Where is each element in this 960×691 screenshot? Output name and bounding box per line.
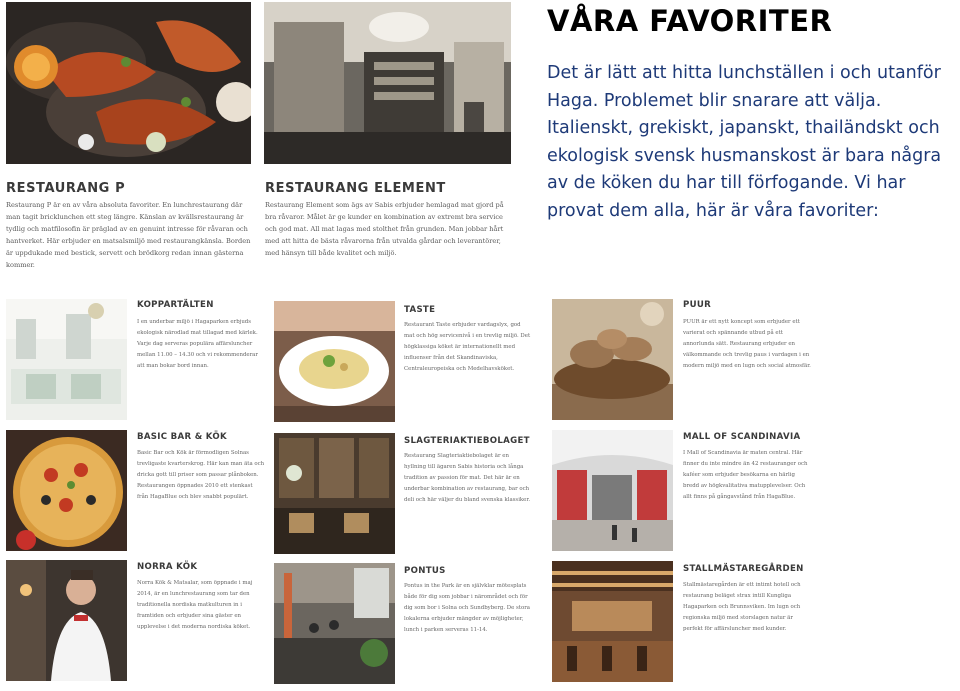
restaurant-description: Restaurang Slagteriaktiebolaget är en hyllning till ägaren Sabis historia och långa tradition av passion för mat. Det här är en underbar kombination av restaurang, bar och deli och här väljer du bland svenska klassiker. <box>404 453 531 503</box>
restaurant-title: KOPPARTÄLTEN <box>137 300 214 310</box>
page-title: VÅRA FAVORITER <box>547 4 833 38</box>
featured-title: RESTAURANG ELEMENT <box>265 181 446 196</box>
interior-photo-icon <box>552 561 673 682</box>
interior-photo-icon <box>6 560 127 681</box>
food-photo-icon <box>274 301 395 422</box>
norra-kok-photo <box>6 560 127 681</box>
slagteriaktiebolaget-photo <box>274 433 395 554</box>
restaurant-description: Norra Kök & Matsalar, som öppnade i maj 2014, är en lunchrestaurang som tar den traditionella nordiska matkulturen in i framtiden och erbjuder sina gäster en upplevelse i det moderna nordiska köket. <box>137 580 253 630</box>
intro-text: Det är lätt att hitta lunchställen i och utanför Haga. Problemet blir snarare att välja. Italienskt, grekiskt, japanskt, thailändskt och ekologisk svensk husmanskost är bara några av de köken du har till förfogande. Vi har provat dem alla, här är våra favoriter: <box>547 63 942 221</box>
taste-photo <box>274 301 395 422</box>
featured-description: Restaurang Element som ägs av Sabis erbjuder hemlagad mat gjord på bra råvaror. Målet är ge kunder en kombination av extremt bra service och god mat. All mat lagas med stolthet från grunden. Man jobbar hårt med att hitta de bästa råvarorna från utvalda gårdar och leverantörer, med hänsyn till både kvalitet och miljö. <box>265 201 504 257</box>
restaurant-title: PONTUS <box>404 566 446 576</box>
restaurant-description: I en underbar miljö i Hagaparken erbjuds ekologisk närodlad mat tillagad med kärlek. Varje dag serveras populära affärsluncher mellan 11.00 – 14.30 och vi rekommenderar att man bokar bord innan. <box>137 319 258 369</box>
pontus-photo <box>274 563 395 684</box>
mall-of-scandinavia-photo <box>552 430 673 551</box>
featured-title: RESTAURANG P <box>6 181 126 196</box>
restaurang-p-photo <box>6 2 251 164</box>
interior-photo-icon <box>6 299 127 420</box>
food-photo-icon <box>552 299 673 420</box>
restaurant-title: TASTE <box>404 305 436 315</box>
koppartalten-photo <box>6 299 127 420</box>
food-photo-icon <box>6 2 251 164</box>
interior-photo-icon <box>274 433 395 554</box>
restaurang-element-photo <box>264 2 511 164</box>
restaurant-description: Restaurant Taste erbjuder vardagslyx, god mat och hög servicenivå i en trevlig miljö. Det högklassiga köket är internationellt med influenser från det Skandinaviska, Centraleuropeiska och Medelhavsköket. <box>404 322 531 372</box>
basic-bar-photo <box>6 430 127 551</box>
restaurant-title: MALL OF SCANDINAVIA <box>683 432 801 442</box>
interior-photo-icon <box>264 2 511 164</box>
restaurant-description: PUUR är ett nytt koncept som erbjuder ett varierat och spännande utbud på ett annorlunda sätt. Restaurang erbjuder en välkommande och trevlig paus i vardagen i en modern miljö med en lugn och social atmosfär. <box>683 319 811 369</box>
interior-photo-icon <box>274 563 395 684</box>
interior-photo-icon <box>552 430 673 551</box>
restaurant-description: Stallmästaregården är ett intimt hotell och restaurang beläget strax intill Kungliga Hagaparken och Brunnsviken. Im lugn och regionska miljö med storslagen natur är perfekt för affärsluncher med kunder. <box>683 582 801 632</box>
food-photo-icon <box>6 430 127 551</box>
restaurant-title: BASIC BAR & KÖK <box>137 432 227 442</box>
restaurant-description: I Mall of Scandinavia är maten central. Här finner du inte mindre än 42 restauranger och kaféer som erbjuder besökarna en härlig bredd av högkvalitativa matupplevelser. Och allt finns på gångavstånd från HagaBlue. <box>683 450 808 500</box>
restaurant-description: Pontus in the Park är en självklar mötesplats både för dig som jobbar i närområdet och för dig som bor i Solna och Sundbyberg. De stora lokalerna erbjuder mängder av möjligheter, lunch i parken serveras 11-14. <box>404 583 530 633</box>
restaurant-title: PUUR <box>683 300 712 310</box>
puur-photo <box>552 299 673 420</box>
restaurant-title: STALLMÄSTAREGÅRDEN <box>683 564 804 574</box>
featured-description: Restaurang P är en av våra absoluta favoriter. En lunchrestaurang där man tagit bricklunchen ett steg längre. Känslan av kvällsrestaurang är tydlig och matfilosofin är präglad av en genuint intresse för råvaran och hantverket. Här erbjuder en matsalsmiljö med restaurangkänsla. Borden är uppdukade med bestick, servett och brödkorg redan innan gästerna kommer. <box>6 201 251 269</box>
restaurant-title: NORRA KÖK <box>137 562 198 572</box>
stallmastaregarden-photo <box>552 561 673 682</box>
restaurant-description: Basic Bar och Kök är förmodligen Solnas trevligaste kvarterskrog. Här kan man äta och dricka gott till priser som passar plånboken. Restaurangen öppnades 2010 ett stenkast från HagaBlue och blev snabbt populärt. <box>137 450 265 500</box>
restaurant-title: SLAGTERIAKTIEBOLAGET <box>404 436 530 446</box>
